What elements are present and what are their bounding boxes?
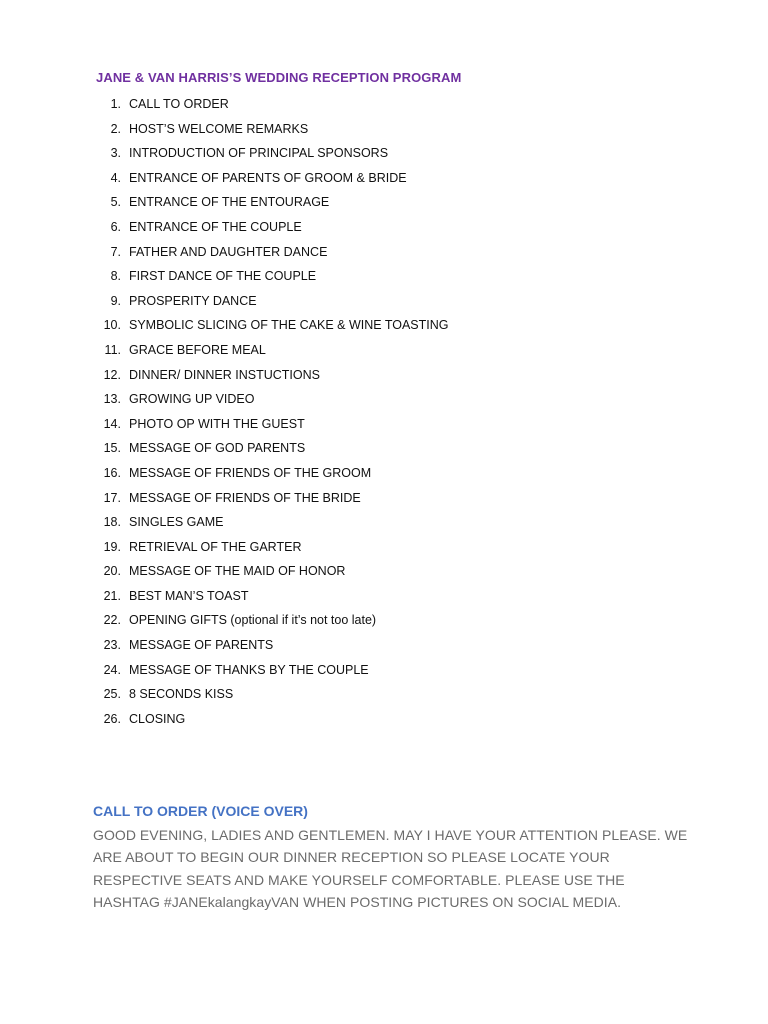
list-item-text: GRACE BEFORE MEAL — [129, 342, 266, 357]
list-item — [110, 166, 449, 191]
list-item-text: MESSAGE OF FRIENDS OF THE GROOM — [129, 465, 372, 480]
list-item — [103, 313, 449, 338]
list-item-text: MESSAGE OF FRIENDS OF THE BRIDE — [129, 490, 361, 505]
list-item — [110, 117, 449, 142]
list-item-number: 22. — [103, 613, 121, 628]
list-item — [110, 240, 449, 265]
section-heading: CALL TO ORDER (VOICE OVER) — [93, 803, 308, 819]
list-item-number: 25. — [103, 687, 121, 702]
list-item-text: CALL TO ORDER — [129, 97, 229, 111]
list-item-text: GROWING UP VIDEO — [129, 392, 255, 407]
list-item-number: 9. — [110, 293, 121, 308]
list-item — [104, 338, 449, 363]
list-item — [103, 584, 449, 609]
list-item — [103, 387, 449, 412]
list-item — [103, 559, 449, 584]
list-item-number: 11. — [104, 342, 121, 357]
list-item — [103, 658, 449, 683]
list-item-number: 19. — [103, 539, 121, 554]
list-item-number: 21. — [103, 588, 121, 603]
section-body: GOOD EVENING, LADIES AND GENTLEMEN. MAY I HAVE YOUR ATTENTION PLEASE. WE ARE ABOUT TO BEGIN OUR DINNER RECEPTION SO PLEASE LOCATE YOUR RESPECTIVE SEATS AND MAKE YOURSELF COMFORTABLE. PLEASE USE THE HASHTAG #JANEkalangkayVAN WHEN POSTING PICTURES ON SOCIAL MEDIA. — [93, 827, 688, 910]
program-list — [103, 92, 449, 731]
list-item — [110, 190, 449, 215]
list-item-number: 5. — [110, 195, 121, 210]
list-item-text: DINNER/ DINNER INSTUCTIONS — [129, 367, 320, 382]
list-item — [110, 264, 449, 289]
list-item-number: 24. — [103, 662, 121, 677]
list-item-number: 12. — [103, 367, 121, 382]
list-item-number: 2. — [110, 121, 121, 136]
list-item-text: ENTRANCE OF THE ENTOURAGE — [129, 195, 330, 210]
list-item — [103, 486, 449, 511]
list-item-text: PHOTO OP WITH THE GUEST — [129, 416, 305, 431]
list-item-number: 18. — [103, 515, 121, 530]
list-item — [103, 461, 449, 486]
list-item-text: MESSAGE OF THANKS BY THE COUPLE — [129, 662, 369, 677]
list-item-number: 20. — [103, 564, 121, 579]
list-item — [103, 363, 449, 388]
list-item-text: FATHER AND DAUGHTER DANCE — [129, 244, 328, 259]
list-item-number: 13. — [103, 392, 121, 407]
list-item-number: 1. — [110, 97, 121, 111]
list-item-text: INTRODUCTION OF PRINCIPAL SPONSORS — [129, 146, 389, 161]
list-item-text: BEST MAN’S TOAST — [129, 588, 249, 603]
list-item-text: HOST’S WELCOME REMARKS — [129, 121, 309, 136]
list-item — [103, 412, 449, 437]
program-title: JANE & VAN HARRIS’S WEDDING RECEPTION PROGRAM — [96, 70, 462, 85]
list-item-number: 16. — [103, 465, 121, 480]
list-item-text: PROSPERITY DANCE — [129, 293, 257, 308]
list-item-number: 4. — [110, 170, 121, 185]
list-item-number: 8. — [110, 269, 121, 284]
list-item — [103, 535, 449, 560]
list-item — [103, 707, 449, 732]
list-item-text: RETRIEVAL OF THE GARTER — [129, 539, 302, 554]
list-item — [103, 633, 449, 658]
list-item-text: MESSAGE OF GOD PARENTS — [129, 441, 306, 456]
list-item-text: CLOSING — [129, 711, 186, 726]
list-item-number: 3. — [110, 146, 121, 161]
list-item-text: 8 SECONDS KISS — [129, 687, 234, 702]
list-item-number: 14. — [103, 416, 121, 431]
list-item-text: ENTRANCE OF PARENTS OF GROOM & BRIDE — [129, 170, 407, 185]
list-item-text: MESSAGE OF THE MAID OF HONOR — [129, 564, 346, 579]
list-item-number: 23. — [103, 638, 121, 653]
list-item — [103, 510, 449, 535]
list-item-number: 26. — [103, 711, 121, 726]
list-item-number: 6. — [110, 219, 121, 234]
list-item-number: 7. — [110, 244, 121, 259]
list-item — [110, 289, 449, 314]
list-item-number: 10. — [103, 318, 121, 333]
list-item-number: 17. — [103, 490, 121, 505]
list-item-text: MESSAGE OF PARENTS — [129, 638, 274, 653]
list-item — [103, 436, 449, 461]
list-item — [110, 215, 449, 240]
list-item-text: ENTRANCE OF THE COUPLE — [129, 219, 302, 234]
list-item-text: SYMBOLIC SLICING OF THE CAKE & WINE TOASTING — [129, 318, 449, 333]
list-item-text: FIRST DANCE OF THE COUPLE — [129, 269, 317, 284]
list-item-text: SINGLES GAME — [129, 515, 224, 530]
list-item — [103, 682, 449, 707]
list-item — [110, 141, 449, 166]
list-item — [110, 92, 449, 117]
list-item — [103, 608, 449, 633]
list-item-text: OPENING GIFTS (optional if it’s not too late) — [129, 613, 377, 628]
list-item-number: 15. — [103, 441, 121, 456]
